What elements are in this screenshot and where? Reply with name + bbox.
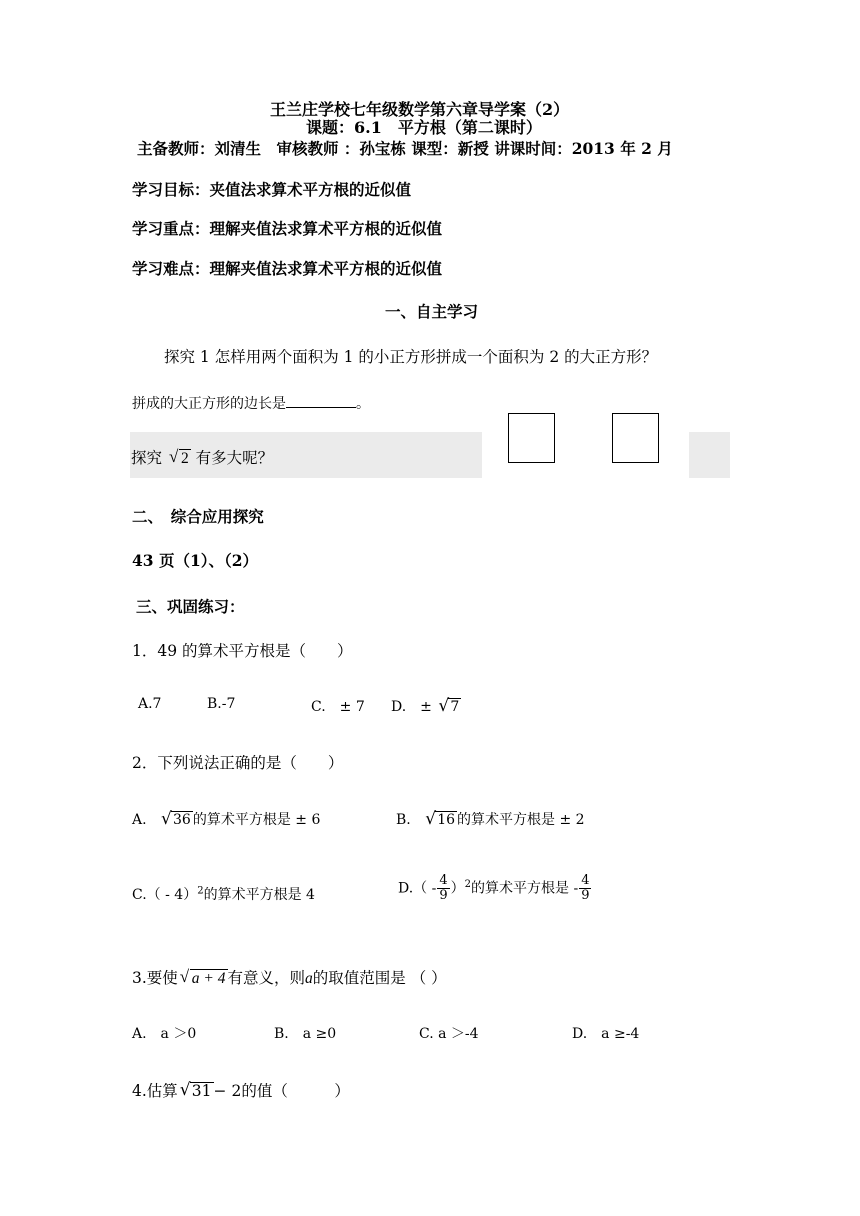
section-heading-practice: 三、巩固练习： bbox=[136, 597, 245, 616]
fraction-4-9-answer: $\frac{4}{9}$ bbox=[581, 873, 590, 903]
question-4-stem bbox=[132, 1079, 350, 1101]
unit-square-right bbox=[612, 413, 659, 463]
question-2-option-d-mid: ） bbox=[450, 880, 465, 897]
explore-1-question: 探究 1 怎样用两个面积为 1 的小正方形拼成一个面积为 2 的大正方形？ bbox=[164, 348, 658, 366]
question-1-option-c: C. ± 7 bbox=[311, 699, 365, 715]
textbook-pages: 43 页（1）、（2） bbox=[132, 551, 259, 570]
side-length-suffix: 。 bbox=[356, 396, 370, 412]
question-2-option-c-exponent: 2 bbox=[197, 885, 204, 897]
question-3-stem-mid: 有意义，则 bbox=[227, 969, 306, 987]
question-2-option-b bbox=[396, 809, 585, 829]
key-point: 学习重点：理解夹值法求算术平方根的近似值 bbox=[132, 219, 443, 238]
question-2-option-d bbox=[398, 874, 592, 903]
sqrt-2-expression: √ 2 bbox=[168, 447, 189, 467]
explore-2-prefix: 探究 bbox=[131, 449, 163, 467]
section-heading-application: 二、 综合应用探究 bbox=[132, 507, 264, 526]
question-2-option-a-suffix: 的算术平方根是 ± 6 bbox=[192, 812, 321, 828]
explore-2-question bbox=[131, 446, 273, 468]
question-3-option-b: B. a ≥0 bbox=[274, 1026, 337, 1042]
side-length-question bbox=[132, 393, 370, 413]
question-3-option-a: A. a ＞0 bbox=[132, 1026, 197, 1042]
question-4-stem-suffix: 的值（ ） bbox=[241, 1082, 350, 1100]
question-3-stem bbox=[132, 966, 447, 988]
question-2-option-b-suffix: 的算术平方根是 ± 2 bbox=[457, 812, 585, 828]
teacher-meta-line: 主备教师：刘清生 审核教师 ：孙宝栋 课型：新授 讲课时间：2013 年 2 月 bbox=[137, 139, 673, 158]
question-3-option-d: D. a ≥-4 bbox=[572, 1026, 640, 1042]
question-2-option-c-prefix: C.（ - 4） bbox=[132, 887, 198, 903]
question-1-option-b: B.-7 bbox=[207, 696, 236, 712]
question-3-option-c: C. a ＞-4 bbox=[419, 1026, 479, 1042]
question-2-option-c-suffix: 的算术平方根是 4 bbox=[203, 887, 315, 903]
fraction-4-9: $\frac{4}{9}$ bbox=[439, 873, 448, 903]
question-1-option-d-prefix: D. ± bbox=[391, 699, 432, 715]
question-4-stem-prefix: 4.估算 bbox=[132, 1082, 178, 1100]
lesson-subtitle: 课题：6.1 平方根（第二课时） bbox=[306, 118, 542, 137]
question-2-option-d-suffix: 的算术平方根是 - bbox=[471, 880, 579, 897]
difficulty-point: 学习难点：理解夹值法求算术平方根的近似值 bbox=[132, 259, 443, 278]
sqrt-36-expression: √ 36 bbox=[161, 809, 191, 829]
question-1-option-a: A.7 bbox=[138, 696, 162, 712]
question-2-option-d-exponent: 2 bbox=[464, 878, 472, 890]
answer-blank[interactable] bbox=[286, 393, 356, 408]
sqrt-a-plus-4-expression: √ a + 4 bbox=[179, 967, 226, 987]
question-3-stem-suffix: 的取值范围是 （ ） bbox=[312, 969, 447, 987]
sqrt-31-expression: √ 31 bbox=[179, 1080, 212, 1100]
variable-a: a bbox=[305, 970, 313, 987]
explore-2-suffix: 有多大呢？ bbox=[195, 449, 274, 467]
shaded-band-right bbox=[689, 432, 730, 478]
question-1-stem: 1．49 的算术平方根是（ ） bbox=[132, 642, 353, 660]
question-4-minus-2: − 2 bbox=[213, 1082, 242, 1100]
section-heading-self-study: 一、自主学习 bbox=[385, 302, 479, 321]
question-2-option-b-prefix: B. bbox=[396, 812, 411, 828]
side-length-prefix: 拼成的大正方形的边长是 bbox=[132, 396, 286, 412]
page-title: 王兰庄学校七年级数学第六章导学案（2） bbox=[270, 100, 570, 119]
sqrt-16-expression: √ 16 bbox=[425, 809, 456, 829]
learning-objective: 学习目标：夹值法求算术平方根的近似值 bbox=[132, 180, 412, 199]
question-3-stem-prefix: 3.要使 bbox=[132, 969, 178, 987]
sqrt-7-expression: √ 7 bbox=[438, 696, 460, 716]
question-2-option-a bbox=[132, 809, 320, 829]
question-2-stem: 2．下列说法正确的是（ ） bbox=[132, 754, 344, 772]
unit-square-left bbox=[508, 413, 555, 463]
question-1-option-d bbox=[391, 696, 461, 716]
question-2-option-a-prefix: A. bbox=[132, 812, 147, 828]
question-2-option-c bbox=[132, 884, 315, 904]
question-2-option-d-prefix: D.（ - bbox=[398, 880, 437, 897]
